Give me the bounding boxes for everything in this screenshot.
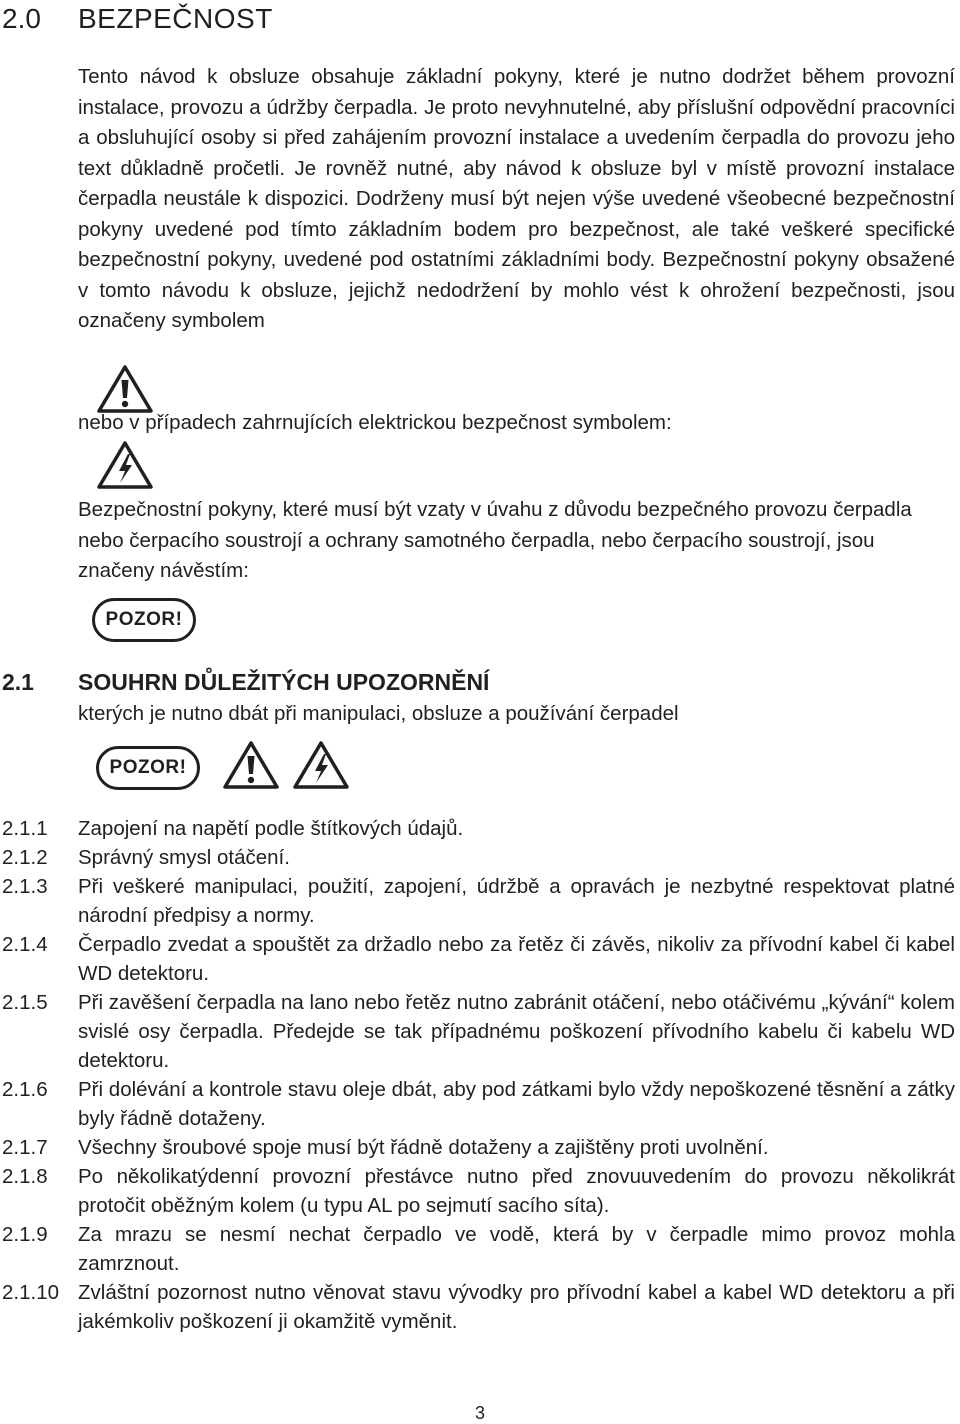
warning-exclamation-icon [96, 364, 154, 414]
item-number: 2.1.5 [2, 991, 48, 1014]
list-item [0, 930, 960, 988]
caution-paragraph: Bezpečnostní pokyny, které musí být vzaty v úvahu z důvodu bezpečného provozu čerpadla nebo čerpacího soustrojí a ochrany samotného čerpadla, nebo čerpacího soustrojí, jsou značeny návěstím: [78, 498, 912, 582]
pozor-badge-summary: POZOR! [96, 746, 200, 790]
electric-safety-line: nebo v případech zahrnujících elektrickou bezpečnost symbolem: [78, 411, 672, 434]
list-item [0, 872, 960, 930]
intro-paragraph: Tento návod k obsluze obsahuje základní pokyny, které je nutno dodržet během provozní instalace, provozu a údržby čerpadla. Je proto nevyhnutelné, aby příslušní odpovědní pracovníci a obsluhující osoby si před zahájením provozní instalace a uvedením čerpadla do provozu jeho text důkladně pročetli. Je rovněž nutné, aby návod k obsluze byl v místě provozní instalace čerpadla neustále k dispozici. Dodrženy musí být nejen výše uvedené všeobecné bezpečnostní pokyny uvedené pod tímto základním bodem pro bezpečnost, ale také veškeré specifické bezpečnostní pokyny, uvedené pod ostatními základními body. Bezpečnostní pokyny obsažené v tomto návodu k obsluze, jejichž nedodržení by mohlo vést k ohrožení bezpečnosti, jsou označeny symbolem [78, 65, 955, 332]
electric-hazard-icon [96, 440, 154, 490]
list-item [0, 1162, 960, 1220]
item-number: 2.1.6 [2, 1078, 48, 1101]
electric-hazard-icon [292, 740, 350, 790]
item-number: 2.1.3 [2, 875, 48, 898]
item-text: Správný smysl otáčení. [78, 846, 290, 869]
item-text: Při veškeré manipulaci, použití, zapojení, údržbě a opravách je nezbytné respektovat platné národní předpisy a normy. [78, 875, 955, 927]
list-item [0, 1075, 960, 1133]
section-number: 2.0 [2, 3, 41, 34]
subsection-number: 2.1 [2, 669, 34, 695]
section-title: BEZPEČNOST [78, 3, 273, 34]
item-text: Při dolévání a kontrole stavu oleje dbát, aby pod zátkami bylo vždy nepoškozené těsnění a zátky byly řádně dotaženy. [78, 1078, 955, 1130]
item-number: 2.1.9 [2, 1223, 48, 1246]
subsection-title: SOUHRN DŮLEŽITÝCH UPOZORNĚNÍ [78, 669, 490, 695]
item-text: Zapojení na napětí podle štítkových údajů. [78, 817, 464, 840]
item-text: Zvláštní pozornost nutno věnovat stavu vývodky pro přívodní kabel a kabel WD detektoru a při jakémkoliv poškození ji okamžitě vyměnit. [78, 1281, 955, 1333]
page-number: 3 [474, 1403, 485, 1423]
item-text: Při zavěšení čerpadla na lano nebo řetěz nutno zabránit otáčení, nebo otáčivému „kývání“ kolem svislé osy čerpadla. Předejde se tak případnému poškození přívodního kabelu či kabelu WD detektoru. [78, 991, 955, 1072]
list-item [0, 843, 960, 872]
item-text: Po několikatýdenní provozní přestávce nutno před znovuuvedením do provozu několikrát protočit oběžným kolem (u typu AL po sejmutí sacího síta). [78, 1165, 955, 1217]
item-text: Všechny šroubové spoje musí být řádně dotaženy a zajištěny proti uvolnění. [78, 1136, 769, 1159]
subsection-subtitle: kterých je nutno dbát při manipulaci, obsluze a používání čerpadel [78, 702, 679, 725]
list-item [0, 1133, 960, 1162]
item-number: 2.1.10 [2, 1281, 59, 1304]
item-number: 2.1.4 [2, 933, 48, 956]
list-item [0, 1220, 960, 1278]
item-number: 2.1.7 [2, 1136, 48, 1159]
item-text: Čerpadlo zvedat a spouštět za držadlo nebo za řetěz či závěs, nikoliv za přívodní kabel či kabel WD detektoru. [78, 933, 955, 985]
list-item [0, 814, 960, 843]
item-text: Za mrazu se nesmí nechat čerpadlo ve vodě, která by v čerpadle mimo provoz mohla zamrznout. [78, 1223, 955, 1275]
list-item [0, 1278, 960, 1336]
item-number: 2.1.8 [2, 1165, 48, 1188]
warning-exclamation-icon [222, 740, 280, 790]
item-number: 2.1.2 [2, 846, 48, 869]
safety-items-list [0, 814, 960, 1336]
list-item [0, 988, 960, 1075]
item-number: 2.1.1 [2, 817, 48, 840]
pozor-badge: POZOR! [92, 598, 196, 642]
